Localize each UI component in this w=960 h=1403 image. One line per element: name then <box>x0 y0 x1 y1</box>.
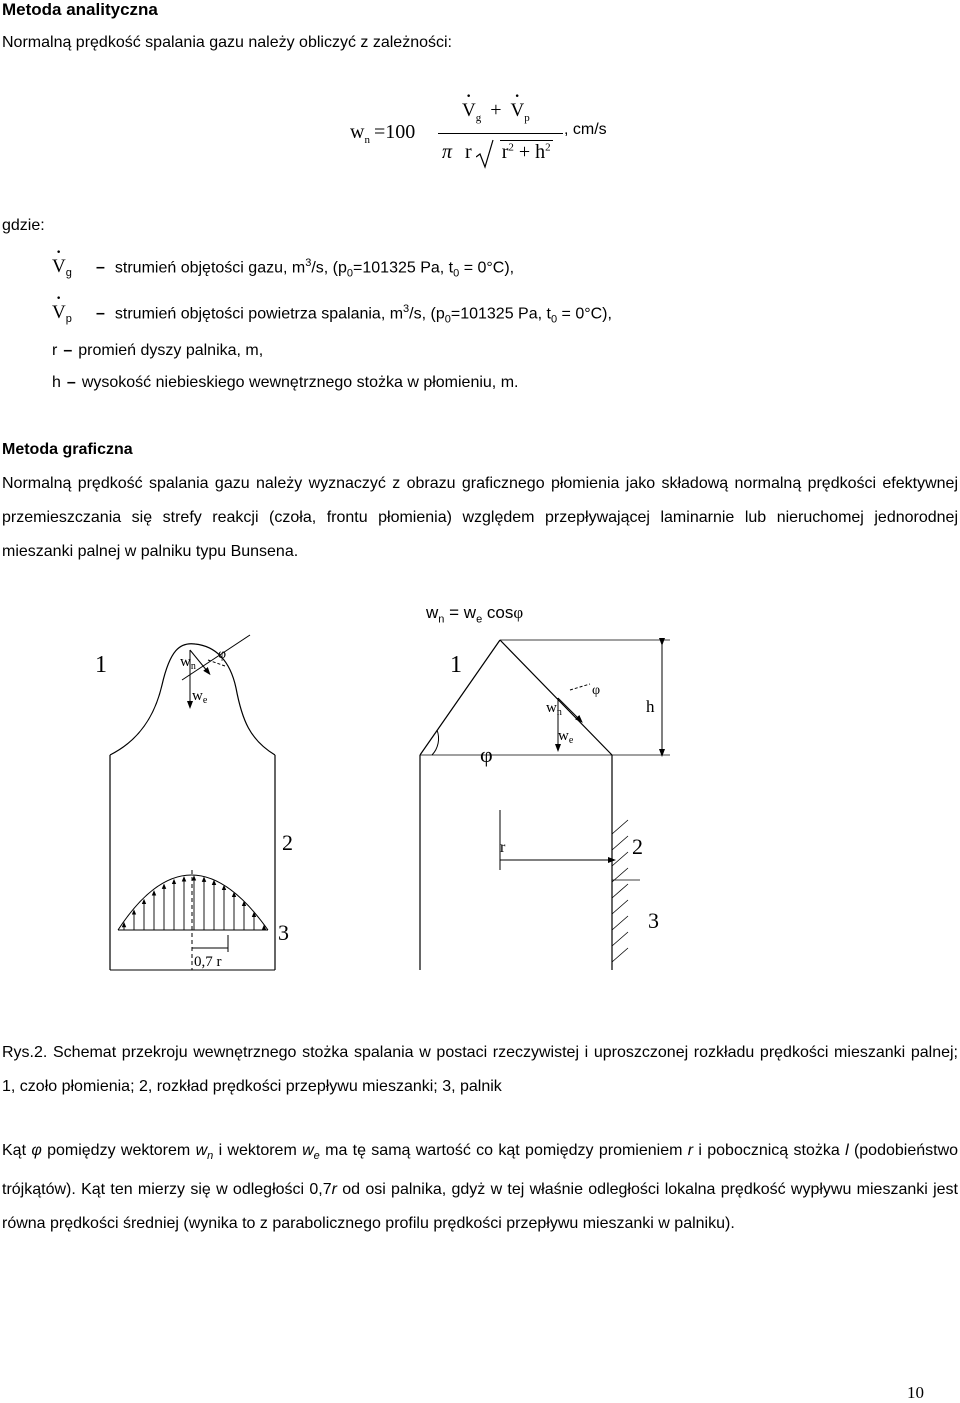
definition-vp: · $V_p$ – strumień objętości powietrza spalania, $m^3/s$, ($p_0=101325$ Pa, $t_0 = 0^\circ C$), <box>52 302 612 326</box>
right-cone <box>420 640 670 970</box>
left-label-3: 3 <box>278 920 289 945</box>
page-number: 10 <box>907 1383 924 1402</box>
hatch-line <box>612 948 628 962</box>
hatch-line <box>612 932 628 946</box>
formula-denominator: π r $r^2 + h^2$ <box>442 141 551 163</box>
right-h-label: h <box>646 697 655 716</box>
diagram-formula: $w_n = w_e$ cosφ <box>426 603 524 626</box>
right-label-3: 3 <box>648 908 659 933</box>
hatch-line <box>612 820 628 834</box>
velocity-profile-arrows <box>124 878 264 930</box>
formula-lhs: w <box>350 121 365 143</box>
right-label-1: 1 <box>450 652 462 678</box>
left-label-2: 2 <box>282 830 293 855</box>
formula-unit: , cm/s <box>564 121 607 138</box>
hatch-line <box>612 916 628 930</box>
section-title-analytic: Metoda analityczna <box>2 0 158 19</box>
hatch-line <box>612 884 628 898</box>
where-label: gdzie: <box>2 217 45 234</box>
left-phi-label: φ <box>218 647 227 662</box>
angle-paragraph: Kąt φ pomiędzy wektorem $w_n$ i wektorem $w_e$ ma tę samą wartość co kąt pomiędzy promieniem r i pobocznicą stożka l (podobieństwo trójkątów). Kąt ten mierzy się w odległości 0,7r od osi palnika, gdyż w tej właśnie odległości lokalna prędkość wypływu mieszanki jest równa prędkości średniej (wynika to z parabolicznego profilu prędkości przepływu mieszanki w palniku). <box>2 1142 959 1233</box>
figure-caption: Rys.2. Schemat przekroju wewnętrznego stożka spalania w postaci rzeczywistej i uproszczonej rozkładu prędkości mieszanki palnej; 1, czoło płomienia; 2, rozkład prędkości przepływu mieszanki; 3, palnik <box>2 1044 958 1095</box>
formula: $w_n =100$ · $V_g$ + · $V_p$ π r $r^2 + h^2$ , cm/s <box>350 95 650 175</box>
right-phi-big-label: φ <box>480 742 493 767</box>
formula-coefficient: =100 <box>373 121 416 143</box>
formula-numerator: · $V_g$ + · $V_p$ <box>462 99 530 124</box>
hatch-line <box>612 900 628 914</box>
analytic-intro: Normalną prędkość spalania gazu należy obliczyć z zależności: <box>2 34 452 51</box>
left-label-1: 1 <box>95 652 107 678</box>
definition-r: r – promień dyszy palnika, m, <box>52 342 264 359</box>
burner-hatch <box>612 820 628 962</box>
right-r-label: r <box>500 839 506 856</box>
flame-diagram <box>80 630 700 990</box>
hatch-line <box>612 836 628 850</box>
right-we-label: $w_e$ <box>558 728 574 746</box>
definition-vg: · $V_g$ – strumień objętości gazu, $m^3/s$, ($p_0=101325$ Pa, $t_0 = 0^\circ C$), <box>52 256 514 280</box>
right-wn-label: $w_n$ <box>546 700 562 718</box>
fraction-bar <box>438 133 563 134</box>
left-dim-label: 0,7 r <box>194 954 222 970</box>
hatch-line <box>612 852 628 866</box>
left-wn-label: $w_n$ <box>180 654 196 672</box>
right-phi-small-label: φ <box>592 683 601 698</box>
right-label-2: 2 <box>632 834 643 859</box>
definition-h: h – wysokość niebieskiego wewnętrznego stożka w płomieniu, m. <box>52 374 519 391</box>
section-title-graphic: Metoda graficzna <box>2 441 133 458</box>
left-we-label: $w_e$ <box>192 688 208 706</box>
sqrt-icon <box>476 139 494 169</box>
graphic-paragraph: Normalną prędkość spalania gazu należy wyznaczyć z obrazu graficznego płomienia jako składową normalną prędkości efektywnej przemieszczania się strefy reakcji (czoła, frontu płomienia) względem przepływającej laminarnie lub nieruchomej jednorodnej mieszanki palnej w palniku typu Bunsena. <box>2 475 958 560</box>
left-flame <box>110 635 275 970</box>
